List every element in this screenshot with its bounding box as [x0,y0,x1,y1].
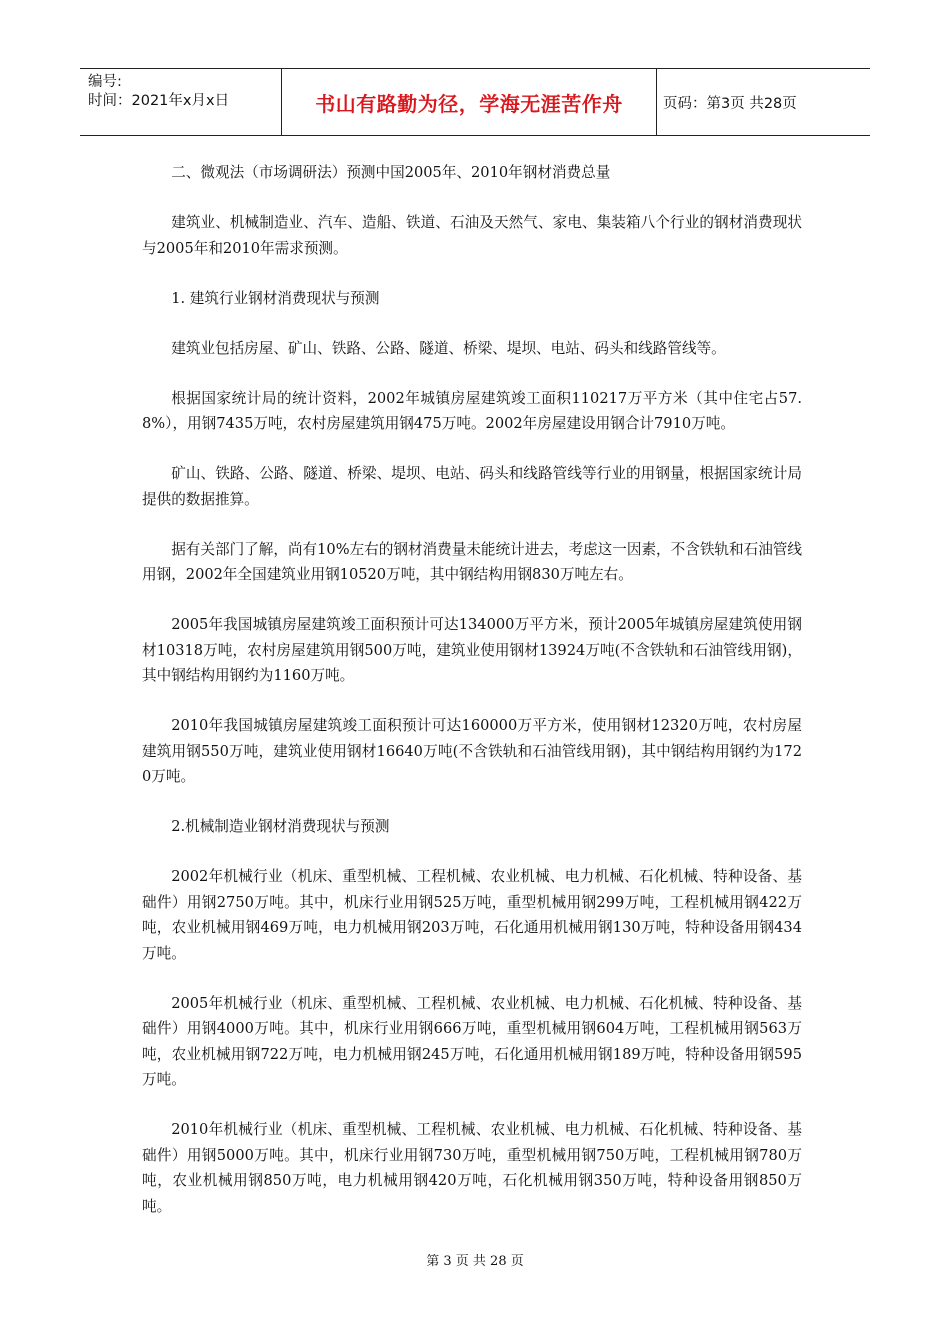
page-footer: 第 3 页 共 28 页 [426,1254,524,1269]
paragraph: 建筑业包括房屋、矿山、铁路、公路、隧道、桥梁、堤坝、电站、码头和线路管线等。 [171,339,726,357]
paragraph: 2005年机械行业（机床、重型机械、工程机械、农业机械、电力机械、石化机械、特种设备、基础件）用钢4000万吨。其中，机床行业用钢666万吨，重型机械用钢604万吨，工程机械用钢563万吨，农业机械用钢722万吨，电力机械用钢245万吨，石化通用机械用钢189万吨，特种设备用钢595万吨。 [142,994,802,1088]
subsection-heading: 1. 建筑行业钢材消费现状与预测 [171,289,380,307]
page-header [80,68,870,136]
header-meta [80,69,282,135]
paragraph: 2002年机械行业（机床、重型机械、工程机械、农业机械、电力机械、石化机械、特种设备、基础件）用钢2750万吨。其中，机床行业用钢525万吨，重型机械用钢299万吨，工程机械用钢422万吨，农业机械用钢469万吨，电力机械用钢203万吨，石化通用机械用钢130万吨，特种设备用钢434万吨。 [142,868,802,962]
paragraph: 根据国家统计局的统计资料，2002年城镇房屋建筑竣工面积110217万平方米（其中住宅占57.8%），用钢7435万吨，农村房屋建筑用钢475万吨。2002年房屋建设用钢合计7910万吨。 [142,389,802,432]
document-date: 时间：2021年x月x日 [88,93,230,109]
subsection-heading: 2.机械制造业钢材消费现状与预测 [171,818,390,835]
header-page-info: 页码：第3页 共28页 [663,95,797,112]
document-body [142,160,802,1244]
paragraph: 2010年机械行业（机床、重型机械、工程机械、农业机械、电力机械、石化机械、特种设备、基础件）用钢5000万吨。其中，机床行业用钢730万吨，重型机械用钢750万吨，工程机械用钢780万吨，农业机械用钢850万吨，电力机械用钢420万吨，石化机械用钢350万吨，特种设备用钢850万吨。 [142,1121,802,1215]
paragraph: 矿山、铁路、公路、隧道、桥梁、堤坝、电站、码头和线路管线等行业的用钢量，根据国家统计局提供的数据推算。 [142,465,802,508]
paragraph: 2005年我国城镇房屋建筑竣工面积预计可达134000万平方米，预计2005年城镇房屋建筑使用钢材10318万吨，农村房屋建筑用钢500万吨，建筑业使用钢材13924万吨(不含铁轨和石油管线用钢)，其中钢结构用钢约为1160万吨。 [142,616,802,684]
header-motto: 书山有路勤为径，学海无涯苦作舟 [282,69,657,135]
paragraph: 建筑业、机械制造业、汽车、造船、铁道、石油及天然气、家电、集装箱八个行业的钢材消费现状与2005年和2010年需求预测。 [142,214,802,257]
section-heading: 二、微观法（市场调研法）预测中国2005年、2010年钢材消费总量 [171,164,611,181]
paragraph: 据有关部门了解，尚有10%左右的钢材消费量未能统计进去，考虑这一因素，不含铁轨和石油管线用钢，2002年全国建筑业用钢10520万吨，其中钢结构用钢830万吨左右。 [142,540,802,583]
document-number-label: 编号: [88,74,122,90]
paragraph: 2010年我国城镇房屋建筑竣工面积预计可达160000万平方米，使用钢材12320万吨，农村房屋建筑用钢550万吨，建筑业使用钢材16640万吨(不含铁轨和石油管线用钢)，其中钢结构用钢约为1720万吨。 [142,717,802,785]
